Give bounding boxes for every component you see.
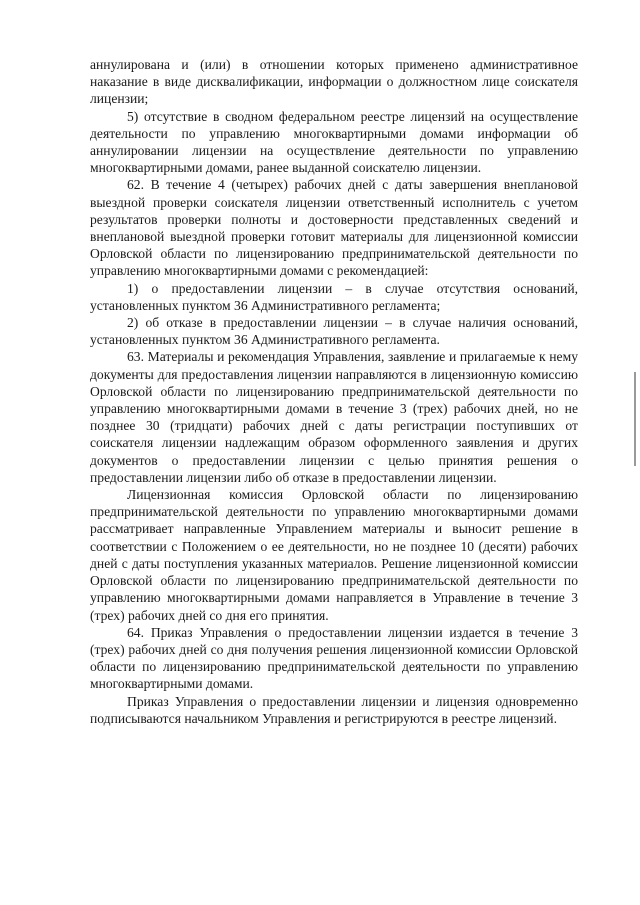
scan-edge-mark <box>634 372 636 466</box>
paragraph-order-signing: Приказ Управления о предоставлении лицензии и лицензия одновременно подписываются начальником Управления и регистрируются в реестре лицензий. <box>90 693 578 726</box>
paragraph-item-5: 5) отсутствие в сводном федеральном реестре лицензий на осуществление деятельности по управлению многоквартирными домами информации об аннулировании лицензии на осуществление деятельности по управлению многоквартирными домами, ранее выданной соискателю лицензии. <box>90 108 578 176</box>
paragraph-commission-review: Лицензионная комиссия Орловской области по лицензированию предпринимательской деятельности по управлению многоквартирными домами рассматривает направленные Управлением материалы и выносит решение в соответствии с Положением о ее деятельности, но не позднее 10 (десяти) рабочих дней с даты поступления указанных материалов. Решение лицензионной комиссии Орловской области по лицензированию предпринимательской деятельности по управлению многоквартирными домами направляется в Управление в течение 3 (трех) рабочих дней со дня его принятия. <box>90 487 578 623</box>
paragraph-clause-63: 63. Материалы и рекомендация Управления, заявление и прилагаемые к нему документы для предоставления лицензии направляются в лицензионную комиссию Орловской области по лицензированию предпринимательской деятельности по управлению многоквартирными домами в течение 3 (трех) рабочих дней, но не позднее 30 (тридцати) рабочих дней с даты регистрации поступивших от соискателя лицензии надлежащим образом оформленного заявления и других документов о предоставлении лицензии с целью принятия решения о предоставлении лицензии либо об отказе в предоставлении лицензии. <box>90 349 578 485</box>
paragraph-clause-62: 62. В течение 4 (четырех) рабочих дней с даты завершения внеплановой выездной проверки соискателя лицензии ответственный исполнитель с учетом результатов проверки полноты и достоверности представленных сведений и внеплановой выездной проверки готовит материалы для лицензионной комиссии Орловской области по лицензированию предпринимательской деятельности по управлению многоквартирными домами с рекомендацией: <box>90 177 578 279</box>
paragraph-recommendation-1: 1) о предоставлении лицензии – в случае отсутствия оснований, установленных пунктом 36 Административного регламента; <box>90 280 578 313</box>
paragraph-continuation: аннулирована и (или) в отношении которых применено административное наказание в виде дисквалификации, информации о должностном лице соискателя лицензии; <box>90 57 578 107</box>
paragraph-clause-64: 64. Приказ Управления о предоставлении лицензии издается в течение 3 (трех) рабочих дней со дня получения решения лицензионной комиссии Орловской области по лицензированию предпринимательской деятельности по управлению многоквартирными домами. <box>90 624 578 692</box>
document-page <box>90 56 578 727</box>
paragraph-recommendation-2: 2) об отказе в предоставлении лицензии – в случае наличия оснований, установленных пунктом 36 Административного регламента. <box>90 315 578 348</box>
